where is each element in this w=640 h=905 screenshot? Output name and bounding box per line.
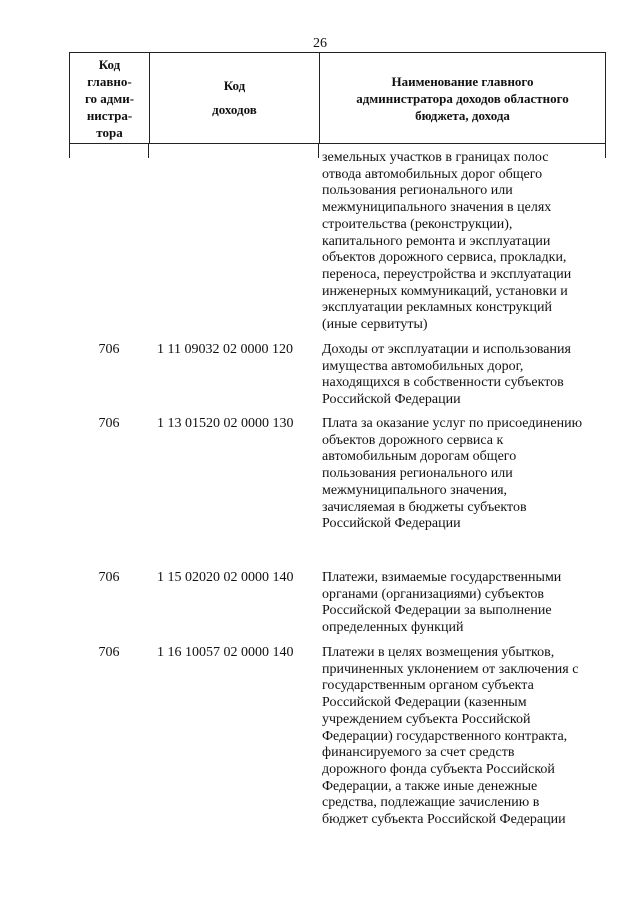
text-line: государственным органом субъекта [322, 678, 534, 694]
text-line: отвода автомобильных дорог общего [322, 166, 543, 182]
text-line: дорожного фонда субъекта Российской [322, 761, 555, 777]
text-line: объектов дорожного сервиса, прокладки, [322, 250, 567, 266]
column-rule [148, 144, 149, 158]
text-line: Российской Федерации (казенным [322, 695, 527, 711]
text-line: пользования регионального или [322, 466, 513, 482]
admin-code: 706 [98, 645, 120, 660]
page-number: 26 [313, 36, 327, 51]
text-line: строительства (реконструкции), [322, 216, 513, 232]
text-line: Платежи в целях возмещения убытков, [322, 645, 555, 660]
income-name [322, 645, 606, 829]
header-admin-code: Код главно- го адми- нистра- тора [70, 53, 150, 143]
text-line: имущества автомобильных дорог, [322, 358, 524, 374]
column-rule [318, 144, 319, 158]
text-line: межмуниципального значения в целях [322, 200, 552, 216]
income-name [322, 416, 606, 533]
text-line: средства, подлежащие зачислению в [322, 795, 540, 811]
income-name [322, 570, 606, 637]
column-rule [69, 144, 70, 158]
text-line: автомобильным дорогам общего [322, 449, 517, 465]
text-line: определенных функций [322, 620, 464, 636]
text-line: причиненных уклонением от заключения с [322, 661, 579, 677]
text-line: капитального ремонта и эксплуатации [322, 233, 551, 249]
continuation-text [322, 150, 606, 334]
income-name [322, 342, 606, 409]
text-line: Федерации) государственного контракта, [322, 728, 568, 744]
text-line: объектов дорожного сервиса к [322, 432, 504, 448]
income-code: 1 11 09032 02 0000 120 [157, 342, 293, 357]
text-line: Российской Федерации [322, 392, 461, 408]
admin-code: 706 [98, 570, 120, 585]
text-line: Федерации, а также иные денежные [322, 778, 538, 794]
text-line: инженерных коммуникаций, установки и [322, 283, 568, 299]
text-line: Доходы от эксплуатации и использования [322, 342, 571, 357]
admin-code: 706 [98, 416, 120, 431]
text-line: (иные сервитуты) [322, 317, 428, 333]
text-line: Российской Федерации за выполнение [322, 603, 552, 619]
income-code: 1 15 02020 02 0000 140 [157, 570, 294, 585]
text-line: пользования регионального или [322, 183, 513, 199]
text-line: зачисляемая в бюджеты субъектов [322, 499, 527, 515]
income-code: 1 13 01520 02 0000 130 [157, 416, 294, 431]
text-line: Российской Федерации [322, 516, 461, 532]
header-name: Наименование главного администратора доходов областного бюджета, дохода [356, 73, 569, 123]
text-line: финансируемого за счет средств [322, 745, 515, 761]
text-line: Плата за оказание услуг по присоединению [322, 416, 583, 431]
text-line: Платежи, взимаемые государственными [322, 570, 562, 585]
text-line: находящихся в собственности субъектов [322, 375, 564, 391]
text-line: учреждением субъекта Российской [322, 711, 531, 727]
admin-code: 706 [98, 342, 120, 357]
table-header [69, 52, 606, 144]
text-line: бюджет субъекта Российской Федерации [322, 812, 566, 828]
text-line: органами (организациями) субъектов [322, 586, 545, 602]
text-line: эксплуатации рекламных конструкций [322, 300, 552, 316]
income-code: 1 16 10057 02 0000 140 [157, 645, 294, 660]
header-income-code: Код доходов [150, 53, 320, 143]
text-line: земельных участков в границах полос [322, 150, 549, 165]
text-line: переноса, переустройства и эксплуатации [322, 266, 572, 282]
text-line: межмуниципального значения, [322, 482, 508, 498]
